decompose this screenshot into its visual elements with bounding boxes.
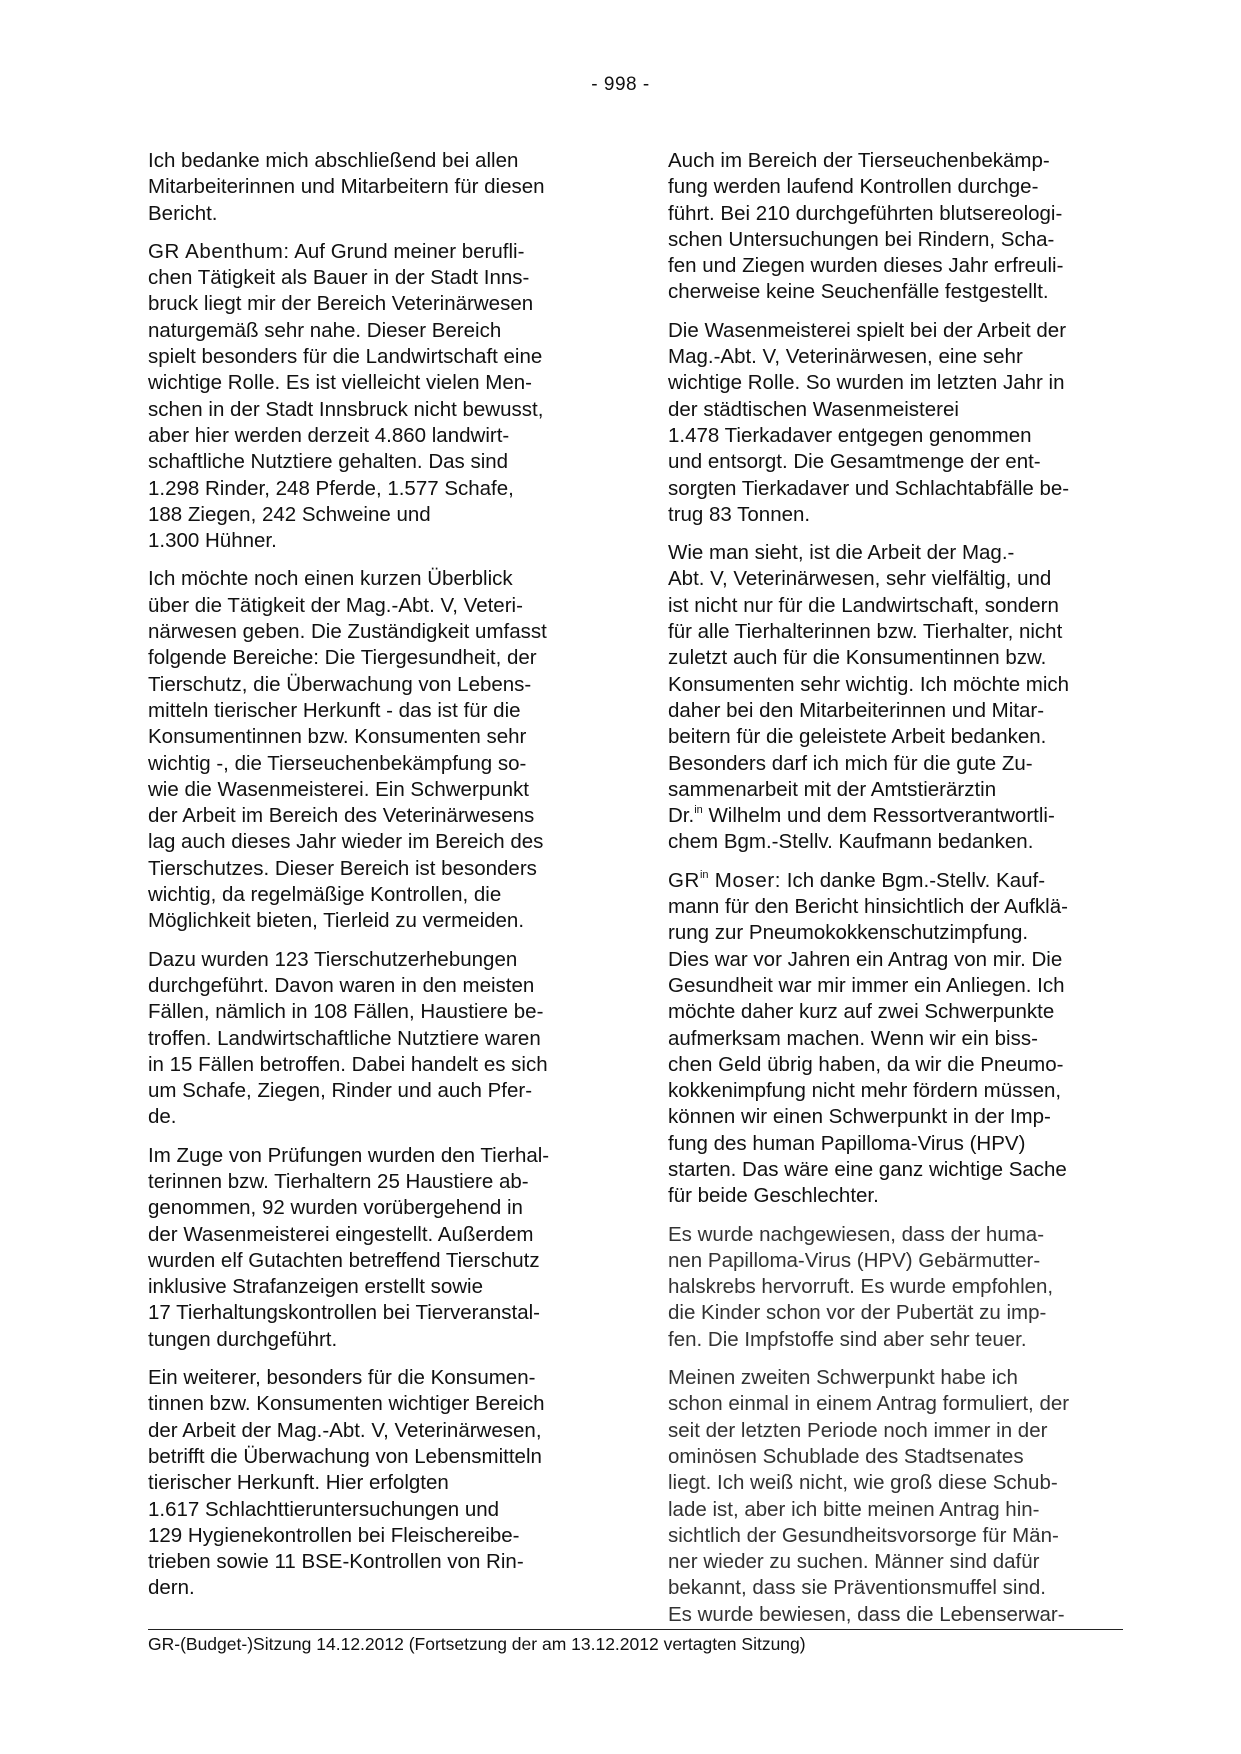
paragraph-closing-thanks: Ich bedanke mich abschließend bei allen Mitarbeiterinnen und Mitarbeitern für diesen Bericht. [148, 149, 545, 225]
paragraph-inspections: Im Zuge von Prüfungen wurden den Tierhal- terinnen bzw. Tierhaltern 25 Haustiere ab- genommen, 92 wurden vorübergehend in der Wasenmeisterei eingestellt. Außerdem wurden elf Gutachten betreffend Tierschutz inklusive Strafanzeigen erstellt sowie 17 Tierhaltungskontrollen bei Tierveranstal- tungen durchgeführt. [148, 1143, 550, 1351]
paragraph-overview: Ich möchte noch einen kurzen Überblick über die Tätigkeit der Mag.-Abt. V, Veteri- närwesen geben. Die Zuständigkeit umfasst folgende Bereiche: Die Tiergesundheit, der Tierschutz, die Überwachung von Lebens- mitteln tierischer Herkunft - das ist für die Konsumentinnen bzw. Konsumenten sehr wichtig -, die Tierseuchenbekämpfung so- wie die Wasenmeisterei. Ein Schwerpunkt der Arbeit im Bereich des Veterinärwesens lag auch dieses Jahr wieder im Bereich des Tierschutzes. Dieser Bereich ist besonders wichtig, da regelmäßige Kontrollen, die Möglichkeit bieten, Tierleid zu vermeiden. [148, 567, 547, 933]
left-column [148, 148, 600, 1614]
superscript: in [699, 868, 709, 881]
footer-divider [148, 1629, 1123, 1630]
paragraph-text: Ich danke Bgm.-Stellv. Kauf- mann für den Bericht hinsichtlich der Aufklä- rung zur Pneumokokkenschutzimpfung. Dies war vor Jahren ein Antrag von mir. Die Gesundheit war mir immer ein Anliegen. Ich möchte daher kurz auf zwei Schwerpunkte aufmerksam machen. Wenn wir ein biss- chen Geld übrig haben, da wir die Pneumo- kokkenimpfung nicht mehr fördern müssen, können wir einen Schwerpunkt in der Imp- fung des human Papilloma-Virus (HPV) starten. Das wäre eine ganz wichtige Sache für beide Geschlechter. [668, 868, 1068, 1208]
paragraph-disease-control: Auch im Bereich der Tierseuchenbekämp- fung werden laufend Kontrollen durchge- führt. Bei 210 durchgeführten blutsereologi- schen Untersuchungen bei Rindern, Scha- fen und Ziegen wurden dieses Jahr erfreuli- cherweise keine Seuchenfälle festgestellt. [668, 149, 1064, 304]
speaker-name: Moser: [708, 868, 782, 892]
paragraph-mens-health: Meinen zweiten Schwerpunkt habe ich schon einmal in einem Antrag formuliert, der seit der letzten Periode noch immer in der ominösen Schublade des Stadtsenates liegt. Ich weiß nicht, wie groß diese Schub- lade ist, aber ich bitte meinen Antrag hin- sichtlich der Gesundheitsvorsorge für Män- ner wieder zu suchen. Männer sind dafür bekannt, dass sie Präventionsmuffel sind. Es wurde bewiesen, dass die Lebenserwar- [668, 1366, 1070, 1626]
paragraph-text: Wilhelm und dem Ressortverantwortli- chem Bgm.-Stellv. Kaufmann bedanken. [668, 804, 1055, 854]
paragraph-food-monitoring: Ein weiterer, besonders für die Konsumen- tinnen bzw. Konsumenten wichtiger Bereich der Arbeit der Mag.-Abt. V, Veterinärwesen, betrifft die Überwachung von Lebensmitteln tierischer Herkunft. Hier erfolgten 1.617 Schlachttieruntersuchungen und 129 Hygienekontrollen bei Fleischereibe- trieben sowie 11 BSE-Kontrollen von Rin- dern. [148, 1366, 545, 1600]
paragraph-animal-protection: Dazu wurden 123 Tierschutzerhebungen durchgeführt. Davon waren in den meisten Fällen, nämlich in 108 Fällen, Haustiere be- troffen. Landwirtschaftliche Nutztiere waren in 15 Fällen betroffen. Dabei handelt es sich um Schafe, Ziegen, Rinder und auch Pfer- de. [148, 947, 548, 1129]
page-number: - 998 - [591, 74, 650, 95]
paragraph-rendering-plant: Die Wasenmeisterei spielt bei der Arbeit der Mag.-Abt. V, Veterinärwesen, eine sehr wichtige Rolle. So wurden im letzten Jahr in der städtischen Wasenmeisterei 1.478 Tierkadaver entgegen genommen und entsorgt. Die Gesamtmenge der ent- sorgten Tierkadaver und Schlachtabfälle be- trug 83 Tonnen. [668, 318, 1070, 526]
paragraph-abenthum-intro [148, 239, 600, 555]
superscript: in [694, 804, 703, 817]
paragraph-text: Auf Grund meiner berufli- chen Tätigkeit als Bauer in der Stadt Inns- bruck liegt mir der Bereich Veterinärwesen naturgemäß sehr nahe. Dieser Bereich spielt besonders für die Landwirtschaft eine wichtige Rolle. Es ist vielleicht vielen Men- schen in der Stadt Innsbruck nicht bewusst, aber hier werden derzeit 4.860 landwirt- schaftliche Nutztiere gehalten. Das sind 1.298 Rinder, 248 Pferde, 1.577 Schafe, 188 Ziegen, 242 Schweine und 1.300 Hühner. [148, 239, 544, 553]
paragraph-moser-intro [668, 868, 1120, 1210]
speaker-name: GR Abenthum: [148, 239, 290, 263]
footer-session-info: GR-(Budget-)Sitzung 14.12.2012 (Fortsetzung der am 13.12.2012 vertagten Sitzung) [148, 1634, 806, 1654]
right-column [668, 148, 1120, 1640]
paragraph-hpv: Es wurde nachgewiesen, dass der huma- nen Papilloma-Virus (HPV) Gebärmutter- halskrebs hervorruft. Es wurde empfohlen, die Kinder schon vor der Pubertät zu imp- fen. Die Impfstoffe sind aber sehr teuer. [668, 1222, 1054, 1351]
paragraph-thanks [668, 540, 1120, 856]
speaker-prefix: GR [668, 868, 700, 892]
paragraph-text: Wie man sieht, ist die Arbeit der Mag.- Abt. V, Veterinärwesen, sehr vielfältig, und ist nicht nur für die Landwirtschaft, sondern für alle Tierhalterinnen bzw. Tierhalter, nicht zuletzt auch für die Konsumentinnen bzw. Konsumenten sehr wichtig. Ich möchte mich daher bei den Mitarbeiterinnen und Mitar- beitern für die geleistete Arbeit bedanken. Besonders darf ich mich für die gute Zu- sammenarbeit mit der Amtstierärztin Dr. [668, 541, 1070, 828]
